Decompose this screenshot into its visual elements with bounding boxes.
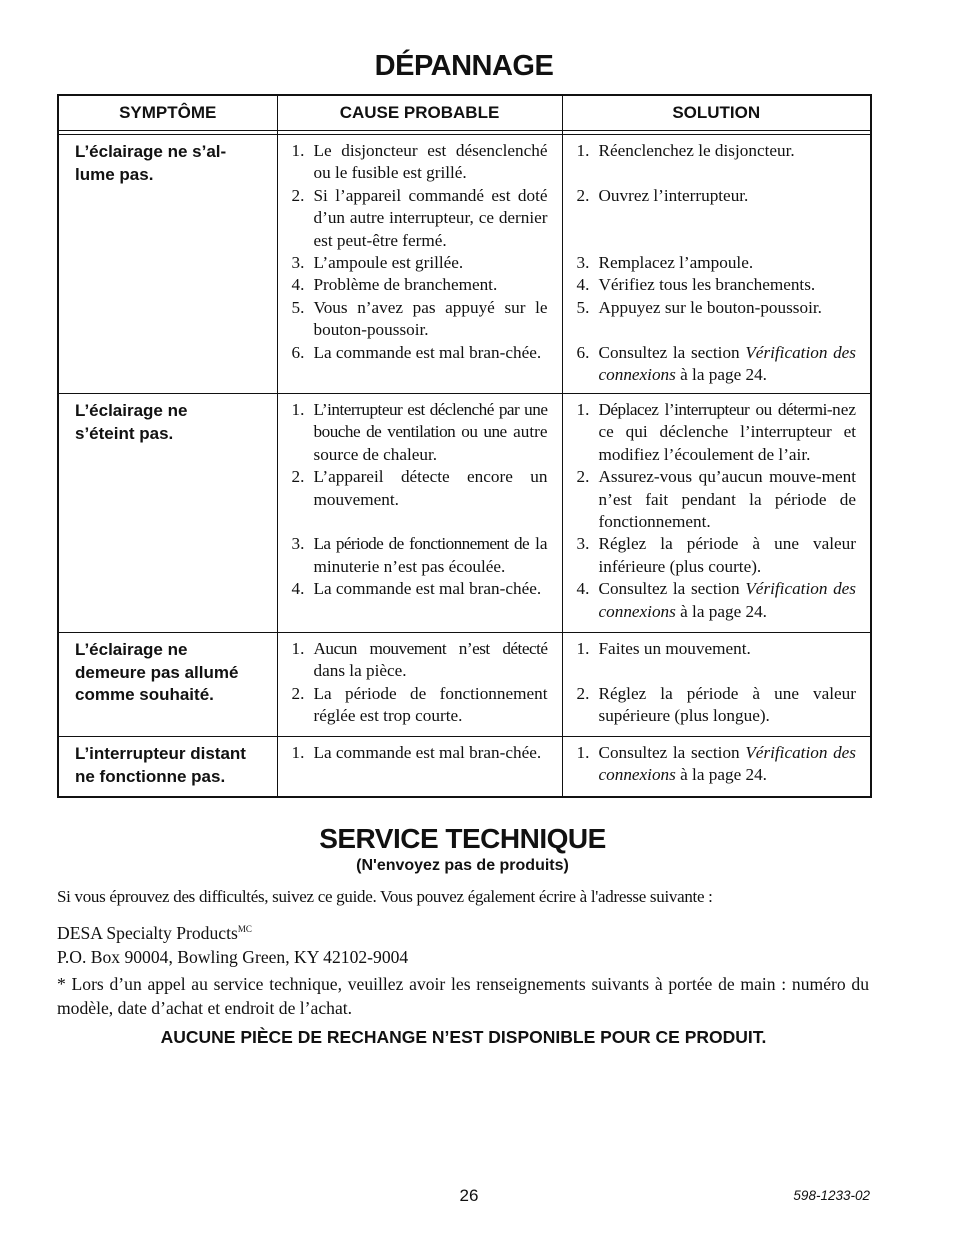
cause-item: 3. La période de fonctionnement de la minuterie n’est pas écoulée. [291, 534, 548, 576]
service-subtitle: (N'envoyez pas de produits) [356, 857, 569, 874]
section-title-depannage: DÉPANNAGE [374, 50, 554, 82]
cause-item: 2. La période de fonctionnement réglée est trop courte. [291, 683, 548, 726]
header-solution: SOLUTION [562, 95, 871, 131]
cause-item: 3. L’ampoule est grillée. [291, 253, 464, 273]
address-line: P.O. Box 90004, Bowling Green, KY 42102-9004 [57, 947, 409, 967]
cause-cell [277, 633, 562, 737]
section-title-service: SERVICE TECHNIQUE [319, 823, 606, 854]
cause-cell [277, 394, 562, 633]
table-row [58, 135, 871, 394]
mailing-address [57, 917, 408, 969]
symptom-cell: L’éclairage ne s’al- lume pas. [58, 135, 277, 394]
symptom-cell: L’éclairage ne demeure pas allumé comme souhaité. [58, 633, 277, 737]
solution-item: 3. Réglez la période à une valeur inférieure (plus courte). [576, 534, 856, 576]
cause-item: 1. L’interrupteur est déclenché par une bouche de ventilation ou une autre source de chaleur. [291, 400, 548, 464]
solution-item: 1. Réenclenchez le disjoncteur. [576, 141, 795, 160]
company-mark: MC [237, 924, 252, 934]
cause-item: 2. L’appareil détecte encore un mouvement. [291, 467, 548, 509]
solution-cell [562, 135, 871, 394]
solution-item: 5. Appuyez sur le bouton-poussoir. [576, 297, 822, 317]
cause-item: 1. La commande est mal bran-chée. [291, 743, 542, 762]
solution-item: 2. Assurez-vous qu’aucun mouve-ment n’est fait pendant la période de fonctionnement. [576, 467, 856, 532]
table-row [58, 633, 871, 737]
company-name: DESA Specialty Products [57, 923, 238, 943]
solution-item: 1. Faites un mouvement. [576, 639, 751, 658]
cause-item: 1. Aucun mouvement n’est détecté dans la pièce. [291, 639, 548, 681]
cause-item: 4. Problème de branchement. [291, 275, 498, 295]
no-parts-warning: AUCUNE PIÈCE DE RECHANGE N’EST DISPONIBLE POUR CE PRODUIT. [160, 1027, 767, 1047]
solution-cell [562, 737, 871, 797]
solution-cell [562, 394, 871, 633]
solution-item: 2. Ouvrez l’interrupteur. [576, 185, 749, 205]
solution-item: 1. Déplacez l’interrupteur ou détermi-nez ce qui déclenche l’interrupteur et modifiez l’écoulement de l’air. [576, 400, 856, 464]
document-number: 598-1233-02 [793, 1188, 870, 1203]
header-symptom: SYMPTÔME [58, 95, 277, 131]
cause-item: 5. Vous n’avez pas appuyé sur le bouton-poussoir. [291, 297, 548, 340]
table-row [58, 737, 871, 797]
cause-item: 2. Si l’appareil commandé est doté d’un autre interrupteur, ce dernier est peut-être fermé. [291, 185, 548, 250]
solution-item: 1. Consultez la section Vérification des connexions à la page 24. [576, 743, 856, 785]
table-row [58, 394, 871, 633]
service-intro: Si vous éprouvez des difficultés, suivez ce guide. Vous pouvez également écrire à l'adresse suivante : [57, 887, 713, 906]
cause-cell [277, 737, 562, 797]
solution-item: 4. Vérifiez tous les branchements. [576, 275, 816, 295]
header-cause: CAUSE PROBABLE [277, 95, 562, 131]
service-note: * Lors d’un appel au service technique, veuillez avoir les renseignements suivants à portée de main : numéro du modèle, date d’achat et endroit de l’achat. [57, 974, 869, 1018]
solution-item: 4. Consultez la section Vérification des connexions à la page 24. [576, 579, 856, 621]
table-header-row [58, 95, 871, 131]
solution-item: 3. Remplacez l’ampoule. [576, 253, 754, 272]
cause-item: 6. La commande est mal bran-chée. [291, 342, 542, 362]
solution-cell [562, 633, 871, 737]
cause-item: 1. Le disjoncteur est désenclenché ou le fusible est grillé. [291, 141, 548, 183]
cause-item: 4. La commande est mal bran-chée. [291, 579, 542, 599]
troubleshooting-table [57, 94, 872, 798]
page-number: 26 [459, 1186, 479, 1205]
solution-item: 6. Consultez la section Vérification des connexions à la page 24. [576, 342, 856, 385]
symptom-cell: L’interrupteur distant ne fonctionne pas. [58, 737, 277, 797]
cause-cell [277, 135, 562, 394]
solution-item: 2. Réglez la période à une valeur supérieure (plus longue). [576, 683, 856, 726]
symptom-cell: L’éclairage ne s’éteint pas. [58, 394, 277, 633]
